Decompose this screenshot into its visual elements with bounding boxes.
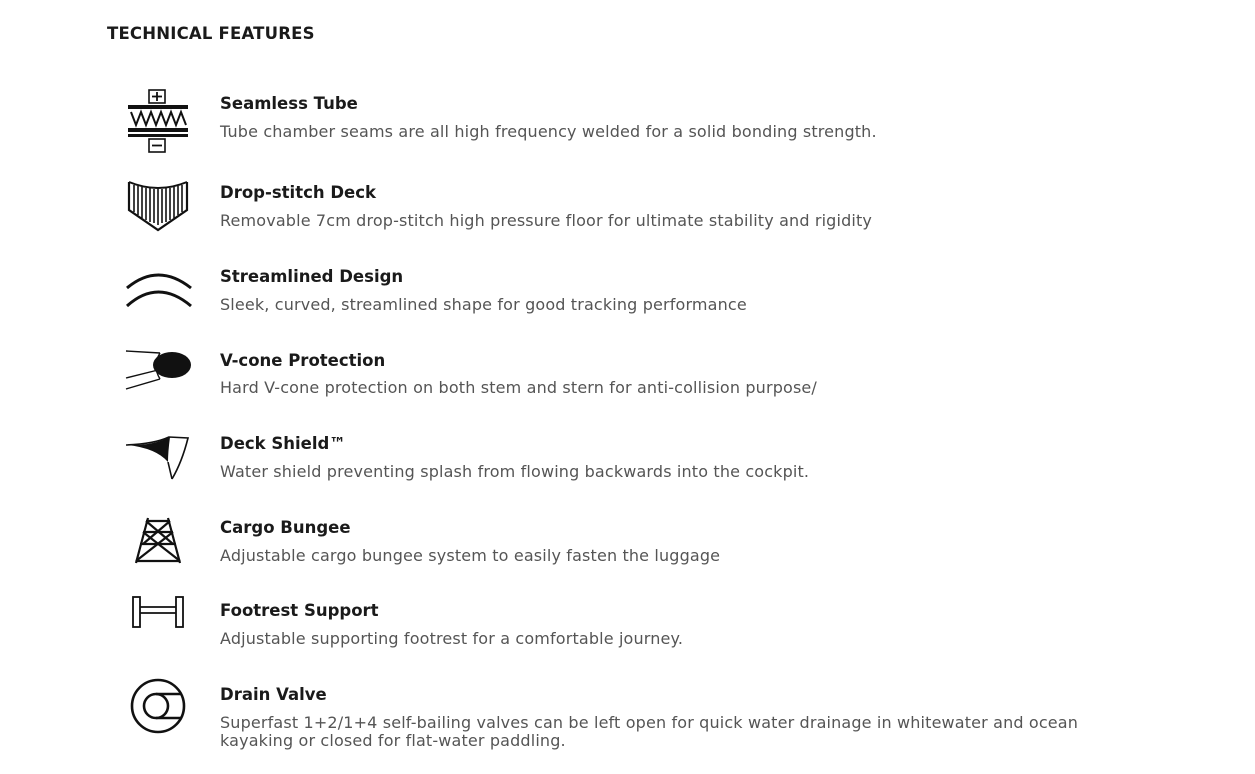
- feature-name: Deck Shield™: [220, 434, 346, 453]
- deck-shield-icon: [124, 432, 192, 482]
- section-title: TECHNICAL FEATURES: [107, 24, 315, 43]
- footrest-support-icon: [124, 594, 192, 630]
- feature-description: Removable 7cm drop-stitch high pressure floor for ultimate stability and rigidity: [220, 211, 873, 230]
- feature-description: Hard V-cone protection on both stem and stern for anti-collision purpose/: [220, 378, 817, 397]
- feature-name: Drop-stitch Deck: [220, 183, 376, 202]
- seamless-tube-icon: [124, 89, 192, 155]
- feature-name: Drain Valve: [220, 685, 327, 704]
- feature-name: Streamlined Design: [220, 267, 404, 286]
- feature-description: Superfast 1+2/1+4 self-bailing valves can be left open for quick water drainage in whitewater and ocean kayaking or closed for flat-water paddling.: [220, 713, 1079, 750]
- feature-description: Adjustable cargo bungee system to easily fasten the luggage: [220, 546, 721, 565]
- feature-description: Sleek, curved, streamlined shape for good tracking performance: [220, 295, 747, 314]
- cargo-bungee-icon: [124, 515, 192, 567]
- v-cone-protection-icon: [124, 346, 192, 394]
- feature-name: Cargo Bungee: [220, 518, 351, 537]
- drain-valve-icon: [124, 676, 192, 736]
- feature-name: Seamless Tube: [220, 94, 358, 113]
- streamlined-design-icon: [124, 268, 192, 312]
- drop-stitch-deck-icon: [124, 176, 192, 234]
- feature-description: Adjustable supporting footrest for a comfortable journey.: [220, 629, 684, 648]
- feature-name: V-cone Protection: [220, 351, 386, 370]
- feature-name: Footrest Support: [220, 601, 379, 620]
- feature-description: Tube chamber seams are all high frequency welded for a solid bonding strength.: [220, 122, 877, 141]
- feature-description: Water shield preventing splash from flowing backwards into the cockpit.: [220, 462, 810, 481]
